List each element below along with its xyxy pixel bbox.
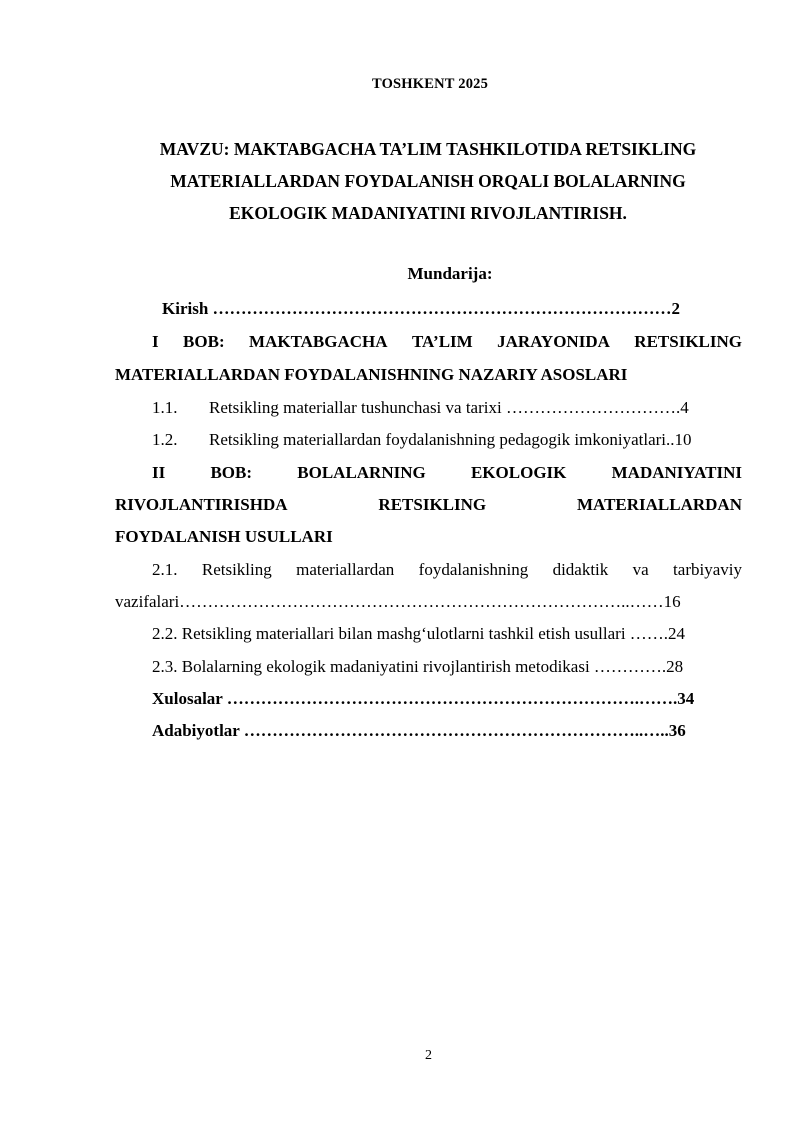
word: I: [152, 332, 159, 351]
word: 2.1.: [152, 560, 178, 579]
word: MAKTABGACHA: [249, 332, 388, 351]
word: TA’LIM: [411, 332, 473, 351]
toc-section-2-3: 2.3. Bolalarning ekologik madaniyatini rivojlantirish metodikasi ………….28: [152, 657, 684, 676]
word: EKOLOGIK: [470, 463, 567, 482]
toc-chapter1-line2: MATERIALLARDAN FOYDALANISHNING NAZARIY ASOSLARI: [115, 365, 628, 384]
toc-section-1-1: [152, 396, 689, 420]
city-year: TOSHKENT 2025: [371, 76, 489, 92]
topic-title: [100, 133, 756, 229]
word: II: [152, 463, 166, 482]
word: RETSIKLING: [378, 495, 487, 514]
topic-line-1: MAVZU: MAKTABGACHA TA’LIM TASHKILOTIDA RETSIKLING: [159, 139, 697, 159]
word: va: [632, 560, 649, 579]
toc-section-2-2: 2.2. Retsikling materiallari bilan mashg‘ulotlarni tashkil etish usullari …….24: [152, 624, 686, 643]
toc-chapter2-line1: [152, 461, 742, 485]
word: BOB:: [210, 463, 253, 482]
word: MATERIALLARDAN: [577, 495, 742, 514]
toc-conclusion: Xulosalar ……………………………………………………………….…….34: [152, 689, 695, 708]
word: RETSIKLING: [634, 332, 742, 351]
toc-section-1-2: [152, 428, 692, 452]
toc-section-2-1: [152, 558, 742, 582]
toc-intro: Kirish ………………………………………………………………………2: [162, 299, 681, 318]
toc-references: Adabiyotlar ……………………………………………………………..…..36: [152, 721, 686, 740]
word: RIVOJLANTIRISHDA: [115, 495, 288, 514]
word: tarbiyaviy: [673, 560, 742, 579]
word: MADANIYATINI: [611, 463, 742, 482]
word: didaktik: [552, 560, 609, 579]
toc-chapter2-line3: FOYDALANISH USULLARI: [115, 527, 333, 546]
toc-section-2-1-cont: vazifalari……………………………………………………………………..……16: [115, 592, 681, 611]
toc-chapter2-line2: [115, 493, 742, 517]
word: foydalanishning: [418, 560, 529, 579]
topic-line-3: EKOLOGIK MADANIYATINI RIVOJLANTIRISH.: [229, 203, 627, 223]
section-number: 1.1.: [152, 398, 178, 417]
word: BOB:: [183, 332, 225, 351]
word: materiallardan: [296, 560, 395, 579]
topic-line-2: MATERIALLARDAN FOYDALANISH ORQALI BOLALARNING: [170, 171, 686, 191]
toc-chapter1-line1: [152, 330, 742, 354]
word: BOLALARNING: [297, 463, 426, 482]
section-title: Retsikling materiallar tushunchasi va tarixi ………………………….4: [209, 398, 689, 417]
toc-title: Mundarija:: [407, 264, 493, 283]
word: Retsikling: [201, 560, 272, 579]
section-title: Retsikling materiallardan foydalanishning pedagogik imkoniyatlari..10: [209, 430, 692, 449]
word: JARAYONIDA: [497, 332, 610, 351]
section-number: 1.2.: [152, 430, 178, 449]
page-number: 2: [425, 1048, 432, 1063]
